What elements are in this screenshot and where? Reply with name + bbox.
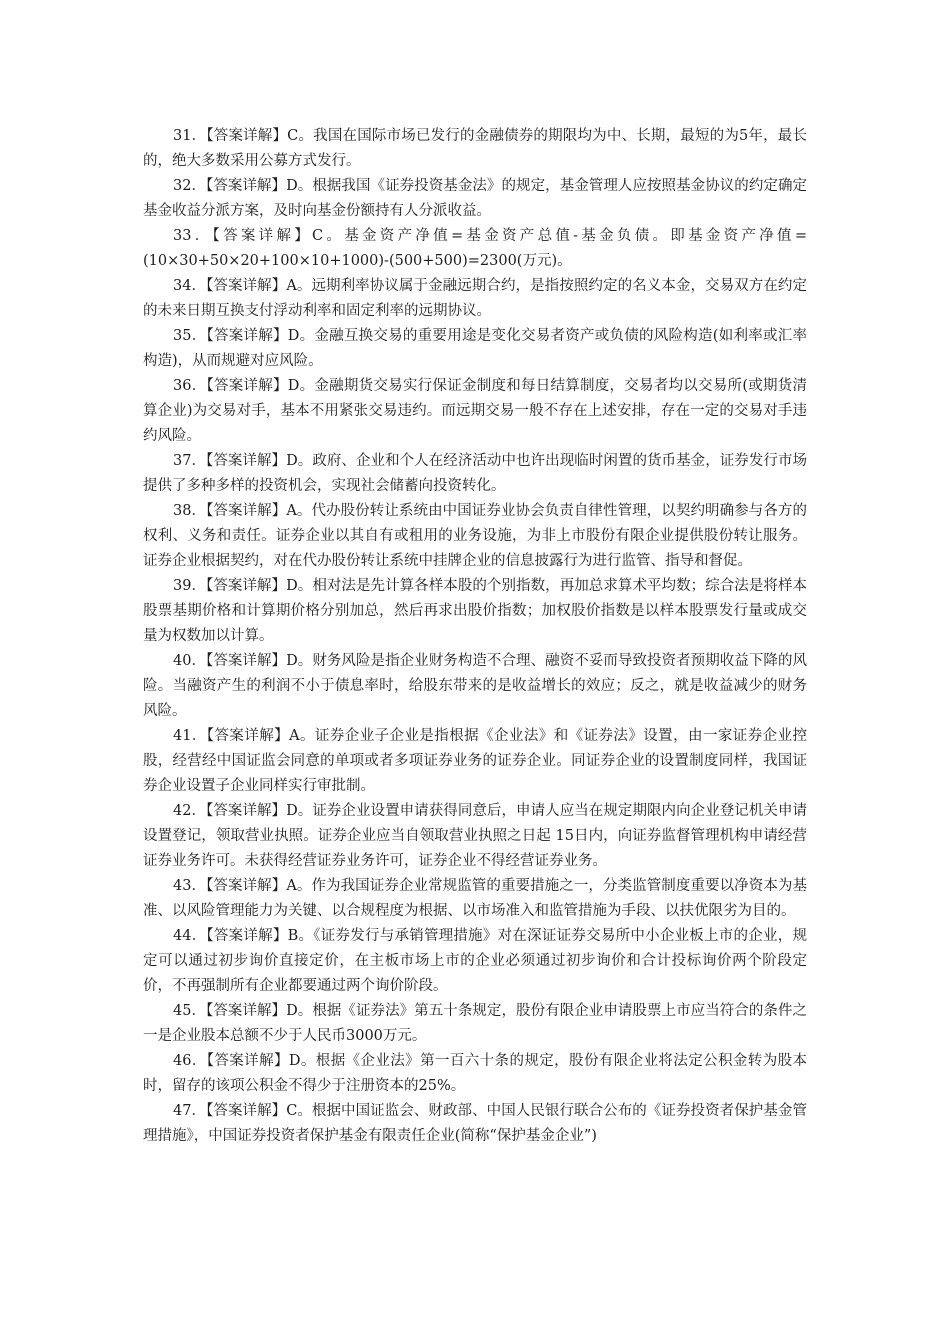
answer-47: 47．【答案详解】C。根据中国证监会、财政部、中国人民银行联合公布的《证券投资者保护基金管理措施》，中国证券投资者保护基金有限责任企业(简称“保护基金企业”) (143, 1103, 807, 1144)
answer-43: 43．【答案详解】A。作为我国证券企业常规监管的重要措施之一，分类监管制度重要以净资本为基准、以风险管理能力为关键、以合规程度为根据、以市场准入和监管措施为手段、以扶优限劣为目的。 (143, 878, 807, 919)
answer-35: 35．【答案详解】D。金融互换交易的重要用途是变化交易者资产或负债的风险构造(如利率或汇率构造)，从而规避对应风险。 (143, 328, 807, 369)
answer-42: 42．【答案详解】D。证券企业设置申请获得同意后，申请人应当在规定期限内向企业登记机关申请设置登记，领取营业执照。证券企业应当自领取营业执照之日起 15日内，向证券监督管理机构申请经营证券业务许可。未获得经营证券业务许可，证券企业不得经营证券业务。 (143, 803, 807, 869)
answer-45: 45．【答案详解】D。根据《证券法》第五十条规定，股份有限企业申请股票上市应当符合的条件之一是企业股本总额不少于人民币3000万元。 (143, 1003, 807, 1044)
answer-39: 39．【答案详解】D。相对法是先计算各样本股的个别指数，再加总求算术平均数；综合法是将样本股票基期价格和计算期价格分别加总，然后再求出股价指数；加权股价指数是以样本股票发行量或成交量为权数加以计算。 (143, 578, 807, 644)
answer-38: 38．【答案详解】A。代办股份转让系统由中国证券业协会负责自律性管理，以契约明确参与各方的权利、义务和责任。证券企业以其自有或租用的业务设施，为非上市股份有限企业提供股份转让服务。证券企业根据契约，对在代办股份转让系统中挂牌企业的信息披露行为进行监管、指导和督促。 (143, 503, 807, 569)
answer-31: 31．【答案详解】C。我国在国际市场已发行的金融债券的期限均为中、长期，最短的为5年，最长的，绝大多数采用公募方式发行。 (143, 128, 807, 169)
answer-40: 40．【答案详解】D。财务风险是指企业财务构造不合理、融资不妥而导致投资者预期收益下降的风险。当融资产生的利润不小于债息率时，给股东带来的是收益增长的效应；反之，就是收益减少的财务风险。 (143, 653, 807, 719)
answer-34: 34．【答案详解】A。远期利率协议属于金融远期合约，是指按照约定的名义本金，交易双方在约定的未来日期互换支付浮动利率和固定利率的远期协议。 (143, 278, 807, 319)
answer-32: 32．【答案详解】D。根据我国《证券投资基金法》的规定，基金管理人应按照基金协议的约定确定基金收益分派方案，及时向基金份额持有人分派收益。 (143, 178, 807, 219)
answer-44: 44．【答案详解】B。《证券发行与承销管理措施》对在深证证券交易所中小企业板上市的企业，规定可以通过初步询价直接定价，在主板市场上市的企业必须通过初步询价和合计投标询价两个阶段定价，不再强制所有企业都要通过两个询价阶段。 (143, 928, 807, 994)
answer-37: 37．【答案详解】D。政府、企业和个人在经济活动中也许出现临时闲置的货币基金，证券发行市场提供了多种多样的投资机会，实现社会储蓄向投资转化。 (143, 453, 807, 494)
answer-46: 46．【答案详解】D。根据《企业法》第一百六十条的规定，股份有限企业将法定公积金转为股本时，留存的该项公积金不得少于注册资本的25%。 (143, 1053, 807, 1094)
answer-36: 36．【答案详解】D。金融期货交易实行保证金制度和每日结算制度，交易者均以交易所(或期货清算企业)为交易对手，基本不用紧张交易违约。而远期交易一般不存在上述安排，存在一定的交易对手违约风险。 (143, 378, 807, 444)
answer-41: 41．【答案详解】A。证券企业子企业是指根据《企业法》和《证券法》设置，由一家证券企业控股，经营经中国证监会同意的单项或者多项证券业务的证券企业。同证券企业的设置制度同样，我国证券企业设置子企业同样实行审批制。 (143, 728, 807, 794)
answer-list (143, 124, 807, 1149)
answer-33: 33．【答案详解】C。基金资产净值=基金资产总值-基金负债。即基金资产净值=(10×30+50×20+100×10+1000)-(500+500)=2300(万元)。 (143, 228, 807, 269)
